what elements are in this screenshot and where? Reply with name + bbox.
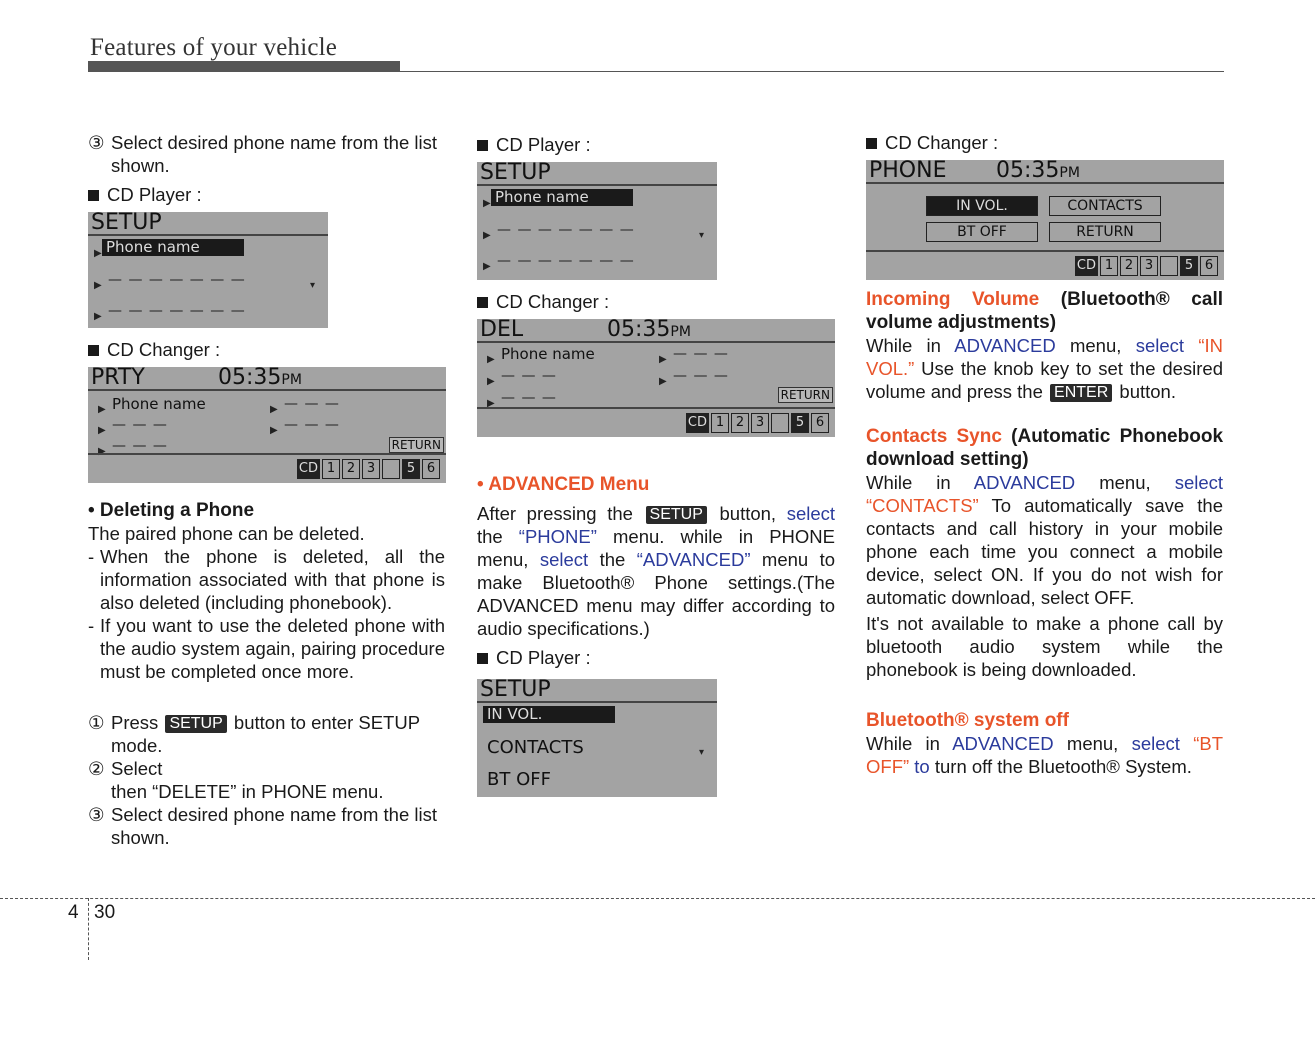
lcd-contacts-button[interactable]: CONTACTS <box>1049 196 1161 216</box>
column-right <box>866 131 1223 778</box>
cd-changer-label: CD Changer : <box>88 338 445 361</box>
column-left <box>88 131 445 849</box>
lcd-dash-row: — — — <box>501 368 557 384</box>
arrow-right-icon: ▶ <box>98 446 106 457</box>
arrow-right-icon: ▶ <box>270 404 278 415</box>
lcd-setup-screen <box>88 212 328 328</box>
lcd-title: SETUP <box>477 679 717 703</box>
square-bullet-icon <box>88 190 99 201</box>
lcd-highlight-phone-name: Phone name <box>102 239 244 256</box>
section-number: 4 <box>68 902 79 923</box>
column-middle <box>477 131 835 797</box>
lcd-phone-advanced-screen <box>866 160 1224 280</box>
lcd-time: 05:35PM <box>218 365 302 390</box>
lcd-del-screen <box>477 319 835 437</box>
lcd-title: DEL <box>480 317 524 342</box>
lcd-bt-off: BT OFF <box>487 769 551 790</box>
arrow-right-icon: ▶ <box>94 248 102 259</box>
footer-rule <box>0 898 1315 899</box>
page-number: 30 <box>94 902 116 923</box>
header-bar <box>88 61 400 71</box>
bluetooth-system-off-heading: Bluetooth® system off <box>866 710 1069 731</box>
bluetooth-system-off-paragraph: While in ADVANCED menu, select “BT OFF” to turn off the Bluetooth® System. <box>866 733 1224 777</box>
cd-player-label: CD Player : <box>477 133 835 156</box>
step-2-select-delete: ② Select then “DELETE” in PHONE menu. <box>88 758 384 802</box>
arrow-right-icon: ▶ <box>94 311 102 322</box>
incoming-volume-paragraph: While in ADVANCED menu, select “IN VOL.” Use the knob key to set the desired volume and press the ENTER button. <box>866 335 1223 402</box>
setup-button-badge: SETUP <box>646 506 707 524</box>
arrow-right-icon: ▶ <box>659 354 667 365</box>
lcd-prty-screen <box>88 367 446 483</box>
setup-button-badge: SETUP <box>165 715 226 733</box>
square-bullet-icon <box>477 140 488 151</box>
delete-note-1: - When the phone is deleted, all the information associated with that phone is also deleted (including phonebook). <box>88 546 445 613</box>
arrow-right-icon: ▶ <box>487 376 495 387</box>
cd-player-label: CD Player : <box>477 646 835 669</box>
lcd-return-label: RETURN <box>389 437 444 453</box>
lcd-dash-row: — — — <box>112 417 168 433</box>
arrow-right-icon: ▶ <box>487 354 495 365</box>
incoming-volume-heading: Incoming Volume (Bluetooth® call volume adjustments) <box>866 289 1223 333</box>
lcd-dash-row: — — — <box>673 368 729 384</box>
footer-divider <box>88 898 89 960</box>
step-3-select-phone: ③ Select desired phone name from the list shown. <box>88 132 437 176</box>
arrow-right-icon: ▶ <box>483 230 491 241</box>
lcd-dash-row: — — — <box>673 346 729 362</box>
lcd-dash-row: — — — — — — — <box>497 222 635 238</box>
delete-note-2: - If you want to use the deleted phone with the audio system again, pairing procedure must be completed once more. <box>88 615 445 682</box>
lcd-dash-row: — — — — — — — <box>497 253 635 269</box>
header-rule <box>88 71 1224 72</box>
chevron-down-icon: ▾ <box>310 280 316 291</box>
lcd-dash-row: — — — <box>284 417 340 433</box>
lcd-in-vol-button[interactable]: IN VOL. <box>926 196 1038 216</box>
lcd-dash-row: — — — — — — — <box>108 303 246 319</box>
step-1-press-setup: ① Press SETUP button to enter SETUP mode. <box>88 712 420 756</box>
advanced-menu-heading: • ADVANCED Menu <box>477 474 650 495</box>
advanced-menu-paragraph: After pressing the SETUP button, select the “PHONE” menu. while in PHONE menu, select the “ADVANCED” menu to make Bluetooth® Phone settings.(The ADVANCED menu may differ according to audio specifications.) <box>477 503 836 639</box>
lcd-dash-row: — — — <box>284 396 340 412</box>
arrow-right-icon: ▶ <box>659 376 667 387</box>
lcd-phone-name: Phone name <box>112 395 206 413</box>
lcd-track-indicators: CD 1 2 3 5 6 <box>1075 256 1218 276</box>
contacts-sync-note: It's not available to make a phone call by bluetooth audio system while the phonebook is being downloaded. <box>866 613 1223 680</box>
lcd-track-indicators: CD 1 2 3 5 6 <box>686 413 829 433</box>
arrow-right-icon: ▶ <box>483 198 491 209</box>
contacts-sync-paragraph: While in ADVANCED menu, select “CONTACTS” To automatically save the contacts and call history in your mobile phone each time you connect a mobile device, select ON. If you do not wish for automatic download, select OFF. <box>866 472 1224 608</box>
page-header-title: Features of your vehicle <box>90 34 338 61</box>
arrow-right-icon: ▶ <box>270 425 278 436</box>
deleting-phone-heading: • Deleting a Phone <box>88 500 255 521</box>
arrow-right-icon: ▶ <box>483 261 491 272</box>
lcd-dash-row: — — — <box>112 438 168 454</box>
cd-changer-label: CD Changer : <box>477 290 835 313</box>
lcd-return-label: RETURN <box>778 387 833 403</box>
lcd-dash-row: — — — <box>501 390 557 406</box>
lcd-highlight-phone-name: Phone name <box>491 189 633 206</box>
lcd-highlight-in-vol: IN VOL. <box>483 706 615 723</box>
arrow-right-icon: ▶ <box>98 404 106 415</box>
enter-button-badge: ENTER <box>1050 384 1112 402</box>
lcd-title: SETUP <box>88 212 328 236</box>
chevron-down-icon: ▾ <box>699 230 705 241</box>
lcd-contacts: CONTACTS <box>487 737 584 758</box>
lcd-phone-name: Phone name <box>501 345 595 363</box>
lcd-bt-off-button[interactable]: BT OFF <box>926 222 1038 242</box>
lcd-title: PHONE <box>869 158 947 183</box>
square-bullet-icon <box>88 345 99 356</box>
lcd-track-indicators: CD 1 2 3 5 6 <box>297 459 440 479</box>
lcd-time: 05:35PM <box>607 317 691 342</box>
lcd-setup-screen <box>477 162 717 280</box>
square-bullet-icon <box>477 653 488 664</box>
square-bullet-icon <box>477 297 488 308</box>
lcd-return-button[interactable]: RETURN <box>1049 222 1161 242</box>
deleting-phone-intro: The paired phone can be deleted. <box>88 523 365 544</box>
arrow-right-icon: ▶ <box>98 425 106 436</box>
arrow-right-icon: ▶ <box>94 280 102 291</box>
step-3-select-phone-list: ③ Select desired phone name from the list shown. <box>88 804 437 848</box>
chevron-down-icon: ▾ <box>699 747 705 758</box>
lcd-time: 05:35PM <box>996 158 1080 183</box>
lcd-advanced-screen <box>477 679 717 797</box>
lcd-title: PRTY <box>91 365 145 390</box>
lcd-dash-row: — — — — — — — <box>108 272 246 288</box>
cd-changer-label: CD Changer : <box>866 131 1223 154</box>
square-bullet-icon <box>866 138 877 149</box>
contacts-sync-heading: Contacts Sync (Automatic Phonebook download setting) <box>866 426 1224 470</box>
arrow-right-icon: ▶ <box>487 398 495 409</box>
lcd-title: SETUP <box>477 162 717 186</box>
cd-player-label: CD Player : <box>88 183 445 206</box>
